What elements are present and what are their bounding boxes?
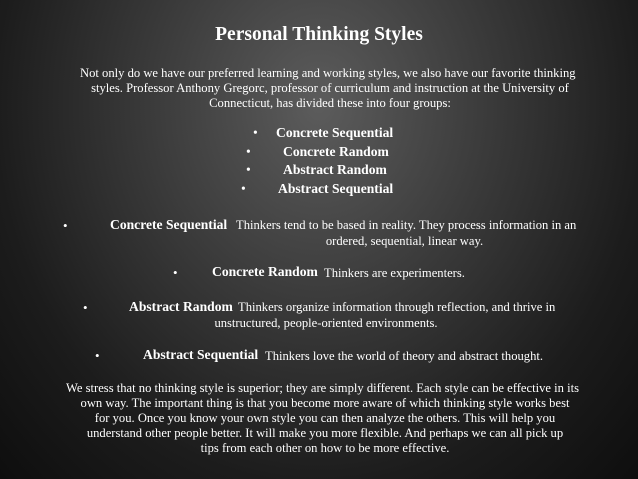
group-item <box>0 124 638 143</box>
closing-line: own way. The important thing is that you become more aware of which thinking style works best <box>80 396 570 410</box>
intro-paragraph <box>80 66 580 111</box>
bullet: • <box>246 143 251 159</box>
style-description-text: unstructured, people-oriented environments. <box>214 316 438 330</box>
style-description <box>0 348 638 366</box>
closing-paragraph <box>60 381 590 456</box>
group-item <box>0 143 638 162</box>
style-description <box>0 300 638 332</box>
style-name: Abstract Random <box>129 299 233 314</box>
style-description-text: Thinkers organize information through reflection, and thrive in <box>238 300 556 314</box>
group-label: Concrete Random <box>283 143 389 159</box>
group-item <box>0 161 638 180</box>
bullet: • <box>63 218 68 233</box>
style-name: Abstract Sequential <box>143 347 259 362</box>
style-description <box>0 265 638 283</box>
closing-line: tips from each other on how to be more effective. <box>200 441 450 455</box>
style-description-text: ordered, sequential, linear way. <box>325 234 484 248</box>
style-description-text: Thinkers are experimenters. <box>324 266 465 280</box>
style-name: Concrete Random <box>212 264 318 279</box>
slide-title: Personal Thinking Styles <box>215 24 423 45</box>
style-description <box>0 218 638 250</box>
intro-line: Connecticut, has divided these into four groups: <box>209 96 451 110</box>
closing-line: We stress that no thinking style is superior; they are simply different. Each style can be effective in its <box>66 381 579 395</box>
bullet: • <box>173 265 178 280</box>
style-description-text: Thinkers love the world of theory and abstract thought. <box>265 349 544 363</box>
bullet: • <box>246 162 251 177</box>
intro-line: styles. Professor Anthony Gregorc, professor of curriculum and instruction at the University of <box>91 81 569 95</box>
bullet: • <box>253 125 258 140</box>
thinking-style-groups-list <box>0 124 638 198</box>
group-item <box>0 180 638 199</box>
group-label: Abstract Sequential <box>278 180 394 196</box>
bullet: • <box>83 300 88 315</box>
intro-line: Not only do we have our preferred learning and working styles, we also have our favorite thinking <box>80 66 576 80</box>
bullet: • <box>241 180 246 196</box>
closing-line: understand other people better. It will make you more flexible. And perhaps we can all pick up <box>86 426 564 440</box>
group-label: Concrete Sequential <box>276 125 394 140</box>
group-label: Abstract Random <box>283 162 387 177</box>
closing-line: for you. Once you know your own style you can then analyze the others. This will help you <box>94 411 556 425</box>
style-name: Concrete Sequential <box>110 217 228 232</box>
style-description-text: Thinkers tend to be based in reality. They process information in an <box>236 218 577 232</box>
bullet: • <box>95 348 100 363</box>
